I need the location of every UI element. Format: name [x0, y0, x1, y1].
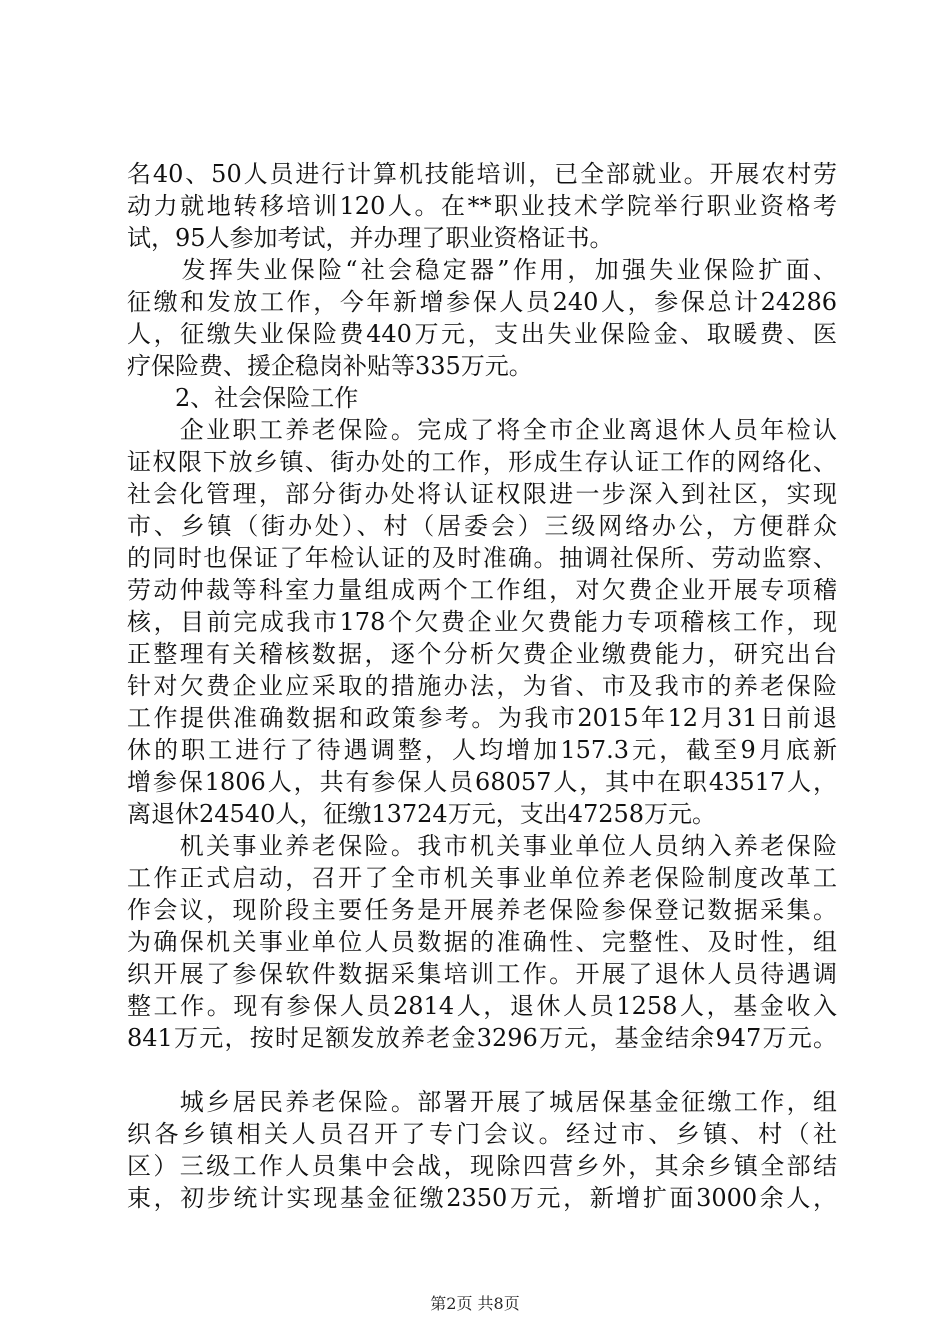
text-line: 市、乡镇（街办处）、村（居委会）三级网络办公，方便群众: [127, 512, 837, 540]
text-line: 核，目前完成我市178个欠费企业欠费能力专项稽核工作，现: [127, 608, 837, 636]
text-line: 人，征缴失业保险费440万元，支出失业保险金、取暖费、医: [127, 320, 837, 348]
text-line: 正整理有关稽核数据，逐个分析欠费企业缴费能力，研究出台: [127, 640, 837, 668]
text-line: 区）三级工作人员集中会战，现除四营乡外，其余乡镇全部结: [127, 1152, 837, 1180]
text-line: 离退休24540人，征缴13724万元，支出47258万元。: [127, 800, 717, 828]
text-line: 企业职工养老保险。完成了将全市企业离退休人员年检认: [127, 416, 837, 444]
body-text: [127, 158, 837, 1214]
page-footer: 第2页 共8页: [430, 1294, 520, 1313]
text-line: 针对欠费企业应采取的措施办法，为省、市及我市的养老保险: [127, 672, 837, 700]
text-line: 城乡居民养老保险。部署开展了城居保基金征缴工作，组: [127, 1088, 837, 1116]
text-line: 征缴和发放工作，今年新增参保人员240人，参保总计24286: [127, 288, 837, 316]
text-line: 工作提供准确数据和政策参考。为我市2015年12月31日前退: [127, 704, 837, 732]
text-line: 织开展了参保软件数据采集培训工作。开展了退休人员待遇调: [127, 960, 837, 988]
text-line: 增参保1806人，共有参保人员68057人，其中在职43517人，: [127, 768, 837, 796]
text-line: 证权限下放乡镇、街办处的工作，形成生存认证工作的网络化、: [127, 448, 837, 476]
text-line: 名40、50人员进行计算机技能培训，已全部就业。开展农村劳: [127, 160, 837, 188]
text-line: 休的职工进行了待遇调整，人均增加157.3元，截至9月底新: [127, 736, 837, 764]
text-line: 作会议，现阶段主要任务是开展养老保险参保登记数据采集。: [127, 896, 837, 924]
text-line: 疗保险费、援企稳岗补贴等335万元。: [127, 352, 533, 380]
text-line: 束，初步统计实现基金征缴2350万元，新增扩面3000余人，: [127, 1184, 837, 1212]
text-line: 社会化管理，部分街办处将认证权限进一步深入到社区，实现: [127, 480, 837, 508]
text-line: 整工作。现有参保人员2814人，退休人员1258人，基金收入: [127, 992, 837, 1020]
blank-line: [127, 1054, 837, 1086]
text-line: 动力就地转移培训120人。在**职业技术学院举行职业资格考: [127, 192, 837, 220]
text-line: 的同时也保证了年检认证的及时准确。抽调社保所、劳动监察、: [127, 544, 837, 572]
text-line: 为确保机关事业单位人员数据的准确性、完整性、及时性，组: [127, 928, 837, 956]
text-line: 试，95人参加考试，并办理了职业资格证书。: [127, 224, 614, 252]
text-line: 工作正式启动，召开了全市机关事业单位养老保险制度改革工: [127, 864, 837, 892]
text-line: 2、社会保险工作: [127, 384, 359, 412]
text-line: 841万元，按时足额发放养老金3296万元，基金结余947万元。: [127, 1024, 837, 1052]
text-line: 发挥失业保险“社会稳定器”作用，加强失业保险扩面、: [127, 256, 837, 284]
text-line: 劳动仲裁等科室力量组成两个工作组，对欠费企业开展专项稽: [127, 576, 837, 604]
text-line: 机关事业养老保险。我市机关事业单位人员纳入养老保险: [127, 832, 837, 860]
text-line: 织各乡镇相关人员召开了专门会议。经过市、乡镇、村（社: [127, 1120, 837, 1148]
